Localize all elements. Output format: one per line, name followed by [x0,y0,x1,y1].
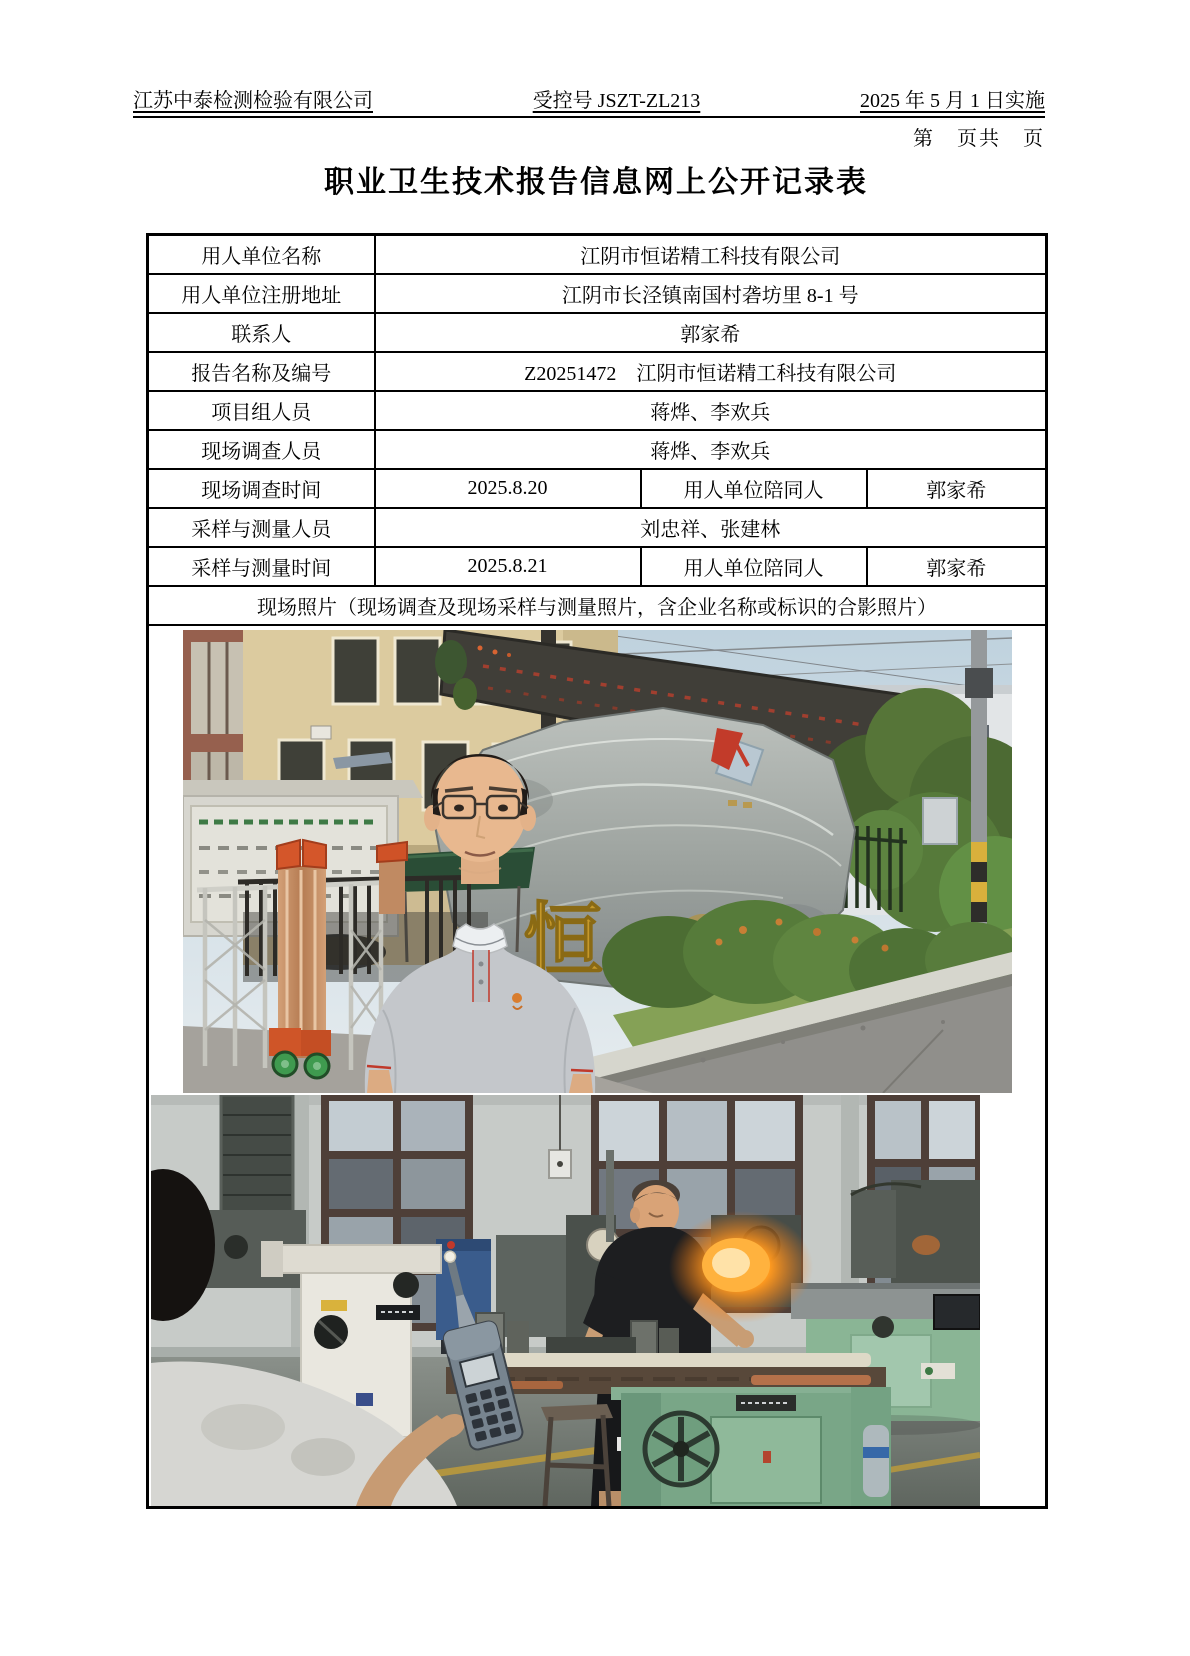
glowing-workpiece [669,1211,813,1323]
table-row [148,469,1047,508]
value-registered-address: 江阴市长泾镇南国村砻坊里 8-1 号 [375,274,1047,313]
table-row [148,313,1047,352]
table-row [148,508,1047,547]
table-row [148,586,1047,625]
value-employer-name: 江阴市恒诺精工科技有限公司 [375,235,1047,275]
table-row [148,430,1047,469]
header-rule [133,84,1045,118]
label-employer-name: 用人单位名称 [148,235,375,275]
entrance-photo [183,630,1012,1093]
label-site-survey-staff: 现场调查人员 [148,430,375,469]
value-sampling-date: 2025.8.21 [375,547,641,586]
label-employer-escort-1: 用人单位陪同人 [641,469,867,508]
record-form-table [146,233,1048,1509]
page-header [133,84,1045,151]
label-project-team: 项目组人员 [148,391,375,430]
label-contact-person: 联系人 [148,313,375,352]
value-report-name-number: Z20251472 江阴市恒诺精工科技有限公司 [375,352,1047,391]
value-project-team: 蒋烨、李欢兵 [375,391,1047,430]
grinder-base [611,1387,891,1506]
header-controlled-number: 受控号 JSZT-ZL213 [532,90,701,112]
label-registered-address: 用人单位注册地址 [148,274,375,313]
value-site-survey-date: 2025.8.20 [375,469,641,508]
table-row [148,625,1047,1508]
stone-gold-character: 恒 [523,898,603,986]
value-contact-person: 郭家希 [375,313,1047,352]
table-row [148,235,1047,275]
value-sampling-staff: 刘忠祥、张建林 [375,508,1047,547]
table-row [148,391,1047,430]
value-employer-escort-1: 郭家希 [867,469,1047,508]
photos-cell [148,625,1047,1508]
workshop-photo-svg [151,1095,980,1506]
entrance-photo-svg [183,630,1012,1093]
table-row [148,352,1047,391]
table-row [148,547,1047,586]
page-title: 职业卫生技术报告信息网上公开记录表 [324,166,868,199]
label-sampling-date: 采样与测量时间 [148,547,375,586]
label-report-name-number: 报告名称及编号 [148,352,375,391]
table-row [148,274,1047,313]
header-page-info: 第 页共 页 [913,128,1045,150]
photo-caption: 现场照片（现场调查及现场采样与测量照片，含企业名称或标识的合影照片） [148,586,1047,625]
label-employer-escort-2: 用人单位陪同人 [641,547,867,586]
label-site-survey-date: 现场调查时间 [148,469,375,508]
header-implementation-date: 2025 年 5 月 1 日实施 [859,90,1045,112]
value-site-survey-staff: 蒋烨、李欢兵 [375,430,1047,469]
header-company: 江苏中泰检测检验有限公司 [133,90,373,112]
label-sampling-staff: 采样与测量人员 [148,508,375,547]
value-employer-escort-2: 郭家希 [867,547,1047,586]
workshop-photo [151,1095,980,1506]
